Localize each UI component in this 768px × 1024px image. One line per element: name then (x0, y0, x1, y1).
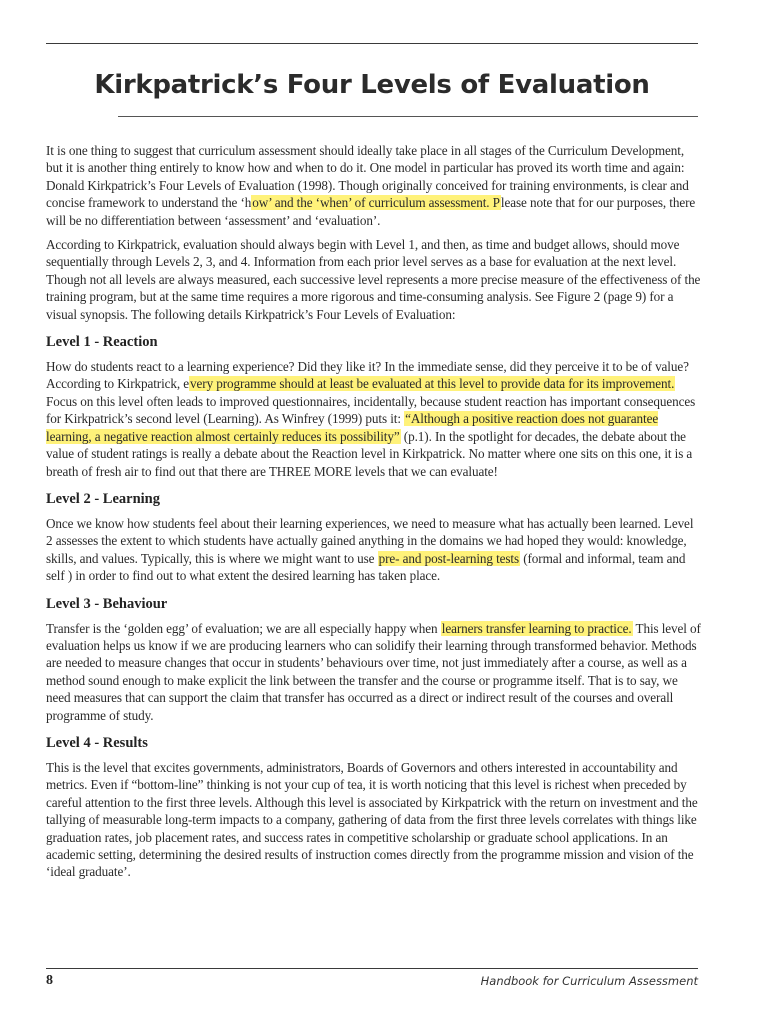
text-span: This level of evaluation helps us know if we are producing learners who can solidify their learning through transformed behavior. Methods are needed to measure changes that occur in students’ behaviours over time, not just immediately after a course, as well as a method sound enough to make explicit the link between the transfer and the course or programme itself. That is to say, we need measures that can support the claim that transfer has occurred as a direct or indirect result of the courses and overall programme of study. (46, 620, 701, 723)
highlight: very programme should at least be evaluated at this level to provide data for its improvement. (190, 376, 675, 392)
body-text (46, 142, 702, 888)
text-span: Transfer is the ‘golden egg’ of evaluation; we are all especially happy when (46, 620, 441, 636)
text-span: (formal and informal, team and self ) in order to find out to what extent the desired learning has taken place. (46, 550, 686, 584)
intro-paragraph-2: According to Kirkpatrick, evaluation should always begin with Level 1, and then, as time and budget allows, should move sequentially through Levels 2, 3, and 4. Information from each prior level serves as a base for evaluation at the next level. Though not all levels are always measured, each successive level represents a more precise measure of the effectiveness of the training program, but at the same time requires a more rigorous and time-consuming analysis. See Figure 2 (page 9) for a visual synopsis. The following details Kirkpatrick’s Four Levels of Evaluation: (46, 237, 701, 322)
level-3-paragraph (46, 620, 702, 724)
intro-paragraph-1 (46, 142, 702, 229)
running-footer-title: Handbook for Curriculum Assessment (480, 974, 698, 988)
text-span: How do students react to a learning experience? Did they like it? In the immediate sense, did they perceive it to be of value? According to Kirkpatrick, e (46, 359, 689, 392)
level-3-heading: Level 3 - Behaviour (46, 595, 168, 612)
highlight: learners transfer learning to practice. (441, 620, 632, 636)
text-span: Focus on this level often leads to improved questionnaires, incidentally, because student reaction has important consequences for Kirkpatrick’s second level (Learning). As Winfrey (1999) puts it: (46, 393, 696, 427)
top-rule (46, 43, 698, 44)
text-span: Once we know how students feel about their learning experiences, we need to measure what has actually been learned. Level 2 assesses the extent to which students have actually gained anything in the domains we had hoped they would: knowledge, skills, and values. Typically, this is where we might want to use (46, 515, 694, 566)
text-span: lease note that for our purposes, there will be no differentiation between ‘assessment’ and ‘evaluation’. (46, 195, 696, 228)
text-span: It is one thing to suggest that curriculum assessment should ideally take place in all stages of the Curriculum Development, but it is another thing entirely to know how and when to do it. One model in particular has proved its worth time and again: Donald Kirkpatrick’s Four Levels of Evaluation (1998). Though originally conceived for training environments, is clear and concise framework to understand the ‘h (46, 143, 689, 211)
level-2-heading: Level 2 - Learning (46, 490, 160, 507)
level-2-paragraph (46, 515, 702, 585)
footer-rule (46, 968, 698, 969)
page-title: Kirkpatrick’s Four Levels of Evaluation (94, 70, 650, 100)
level-1-paragraph (46, 358, 702, 480)
highlight: pre- and post-learning tests (378, 550, 520, 566)
page-number: 8 (46, 973, 53, 988)
highlight: “Although a positive reaction does not guarantee learning, a negative reaction almost certainly reduces its possibility” (46, 411, 659, 444)
highlight: ow’ and the ‘when’ of curriculum assessment. P (252, 195, 500, 211)
level-4-paragraph: This is the level that excites governments, administrators, Boards of Governors and others interested in accountability and metrics. Even if “bottom-line” thinking is not your cup of tea, it is worth noticing that this level is richest when preceded by careful attention to the first three levels. Although this level is associated by Kirkpatrick with the return on investment and the tallying of measurable long-term impacts to a company, gathering of data from the first three levels correlates with things like graduation rates, job placement rates, and success rates in competitive scholarship or graduate school applications. In an academic setting, determining the desired results of instruction comes directly from the programme mission and vision of the ‘ideal graduate’. (46, 759, 698, 880)
text-span: (p.1). In the spotlight for decades, the debate about the value of student ratings is really a debate about the Reaction level in Kirkpatrick. No matter where one sits on this one, it is a breath of fresh air to find out that there are THREE MORE levels that we can evaluate! (46, 428, 693, 479)
title-underline (118, 116, 698, 117)
level-1-heading: Level 1 - Reaction (46, 334, 158, 351)
level-4-heading: Level 4 - Results (46, 734, 148, 751)
